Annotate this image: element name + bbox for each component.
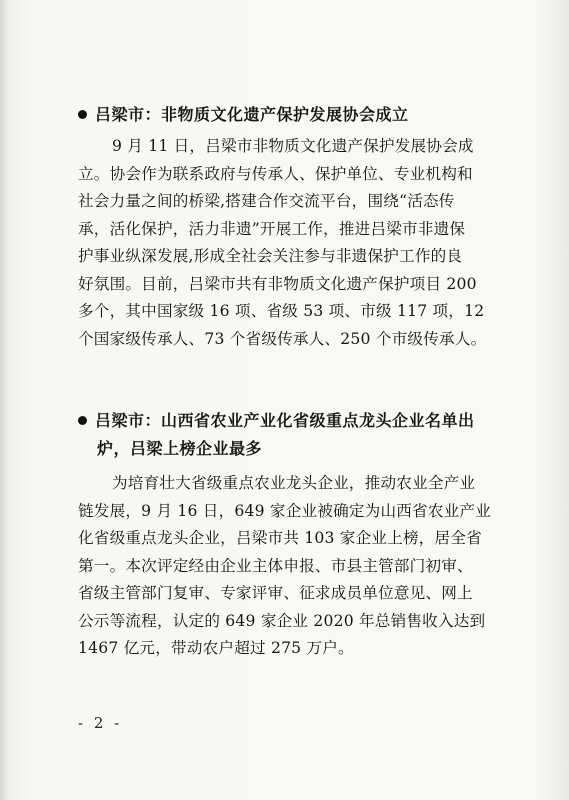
body-line: 护事业纵深发展,形成全社会关注参与非遗保护工作的良 [78,247,463,265]
body-line: 1467 亿元，带动农户超过 275 万户。 [78,639,354,657]
body-line: 为培育壮大省级重点农业龙头企业，推动农业全产业 [112,474,476,492]
section-heading [78,98,508,131]
body-line: 省级主管部门复审、专家评审、征求成员单位意见、网上 [78,584,473,602]
section-body [78,470,508,663]
body-line: 个国家级传承人、73 个省级传承人、250 个市级传承人。 [78,329,487,348]
body-line: 第一。本次评定经由企业主体申报、市县主管部门初审、 [78,556,473,575]
body-line: 9 月 11 日，吕梁市非物质文化遗产保护发展协会成 [112,137,474,155]
body-line: 链发展，9 月 16 日，649 家企业被确定为山西省农业产业 [78,501,492,520]
news-item-intangible-heritage [78,98,508,353]
body-line: 立。协会作为联系政府与传承人、保护单位、专业机构和 [78,164,473,183]
heading-text-continued: 炉，吕梁上榜企业最多 [97,439,263,458]
body-line: 好氛围。目前，吕梁市共有非物质文化遗产保护项目 200 [78,274,477,293]
news-item-agriculture-enterprises [78,407,508,663]
heading-text: 吕梁市：非物质文化遗产保护发展协会成立 [95,105,409,124]
heading-text: 吕梁市：山西省农业产业化省级重点龙头企业名单出 [95,411,475,430]
body-line: 承，活化保护，活力非遗”开展工作，推进吕梁市非遗保 [78,219,466,238]
body-line: 化省级重点龙头企业，吕梁市共 103 家企业上榜，居全省 [78,529,482,547]
page-number: - 2 - [78,714,123,732]
bullet-icon [78,110,87,119]
page-shadow-edge [0,0,8,800]
body-line: 多个，其中国家级 16 项、省级 53 项、市级 117 项，12 [78,302,485,320]
bullet-icon [78,416,87,425]
section-body [78,133,508,353]
body-line: 社会力量之间的桥梁,搭建合作交流平台，围绕“活态传 [78,192,455,210]
body-line: 公示等流程，认定的 649 家企业 2020 年总销售收入达到 [78,611,486,630]
section-heading [78,407,508,463]
